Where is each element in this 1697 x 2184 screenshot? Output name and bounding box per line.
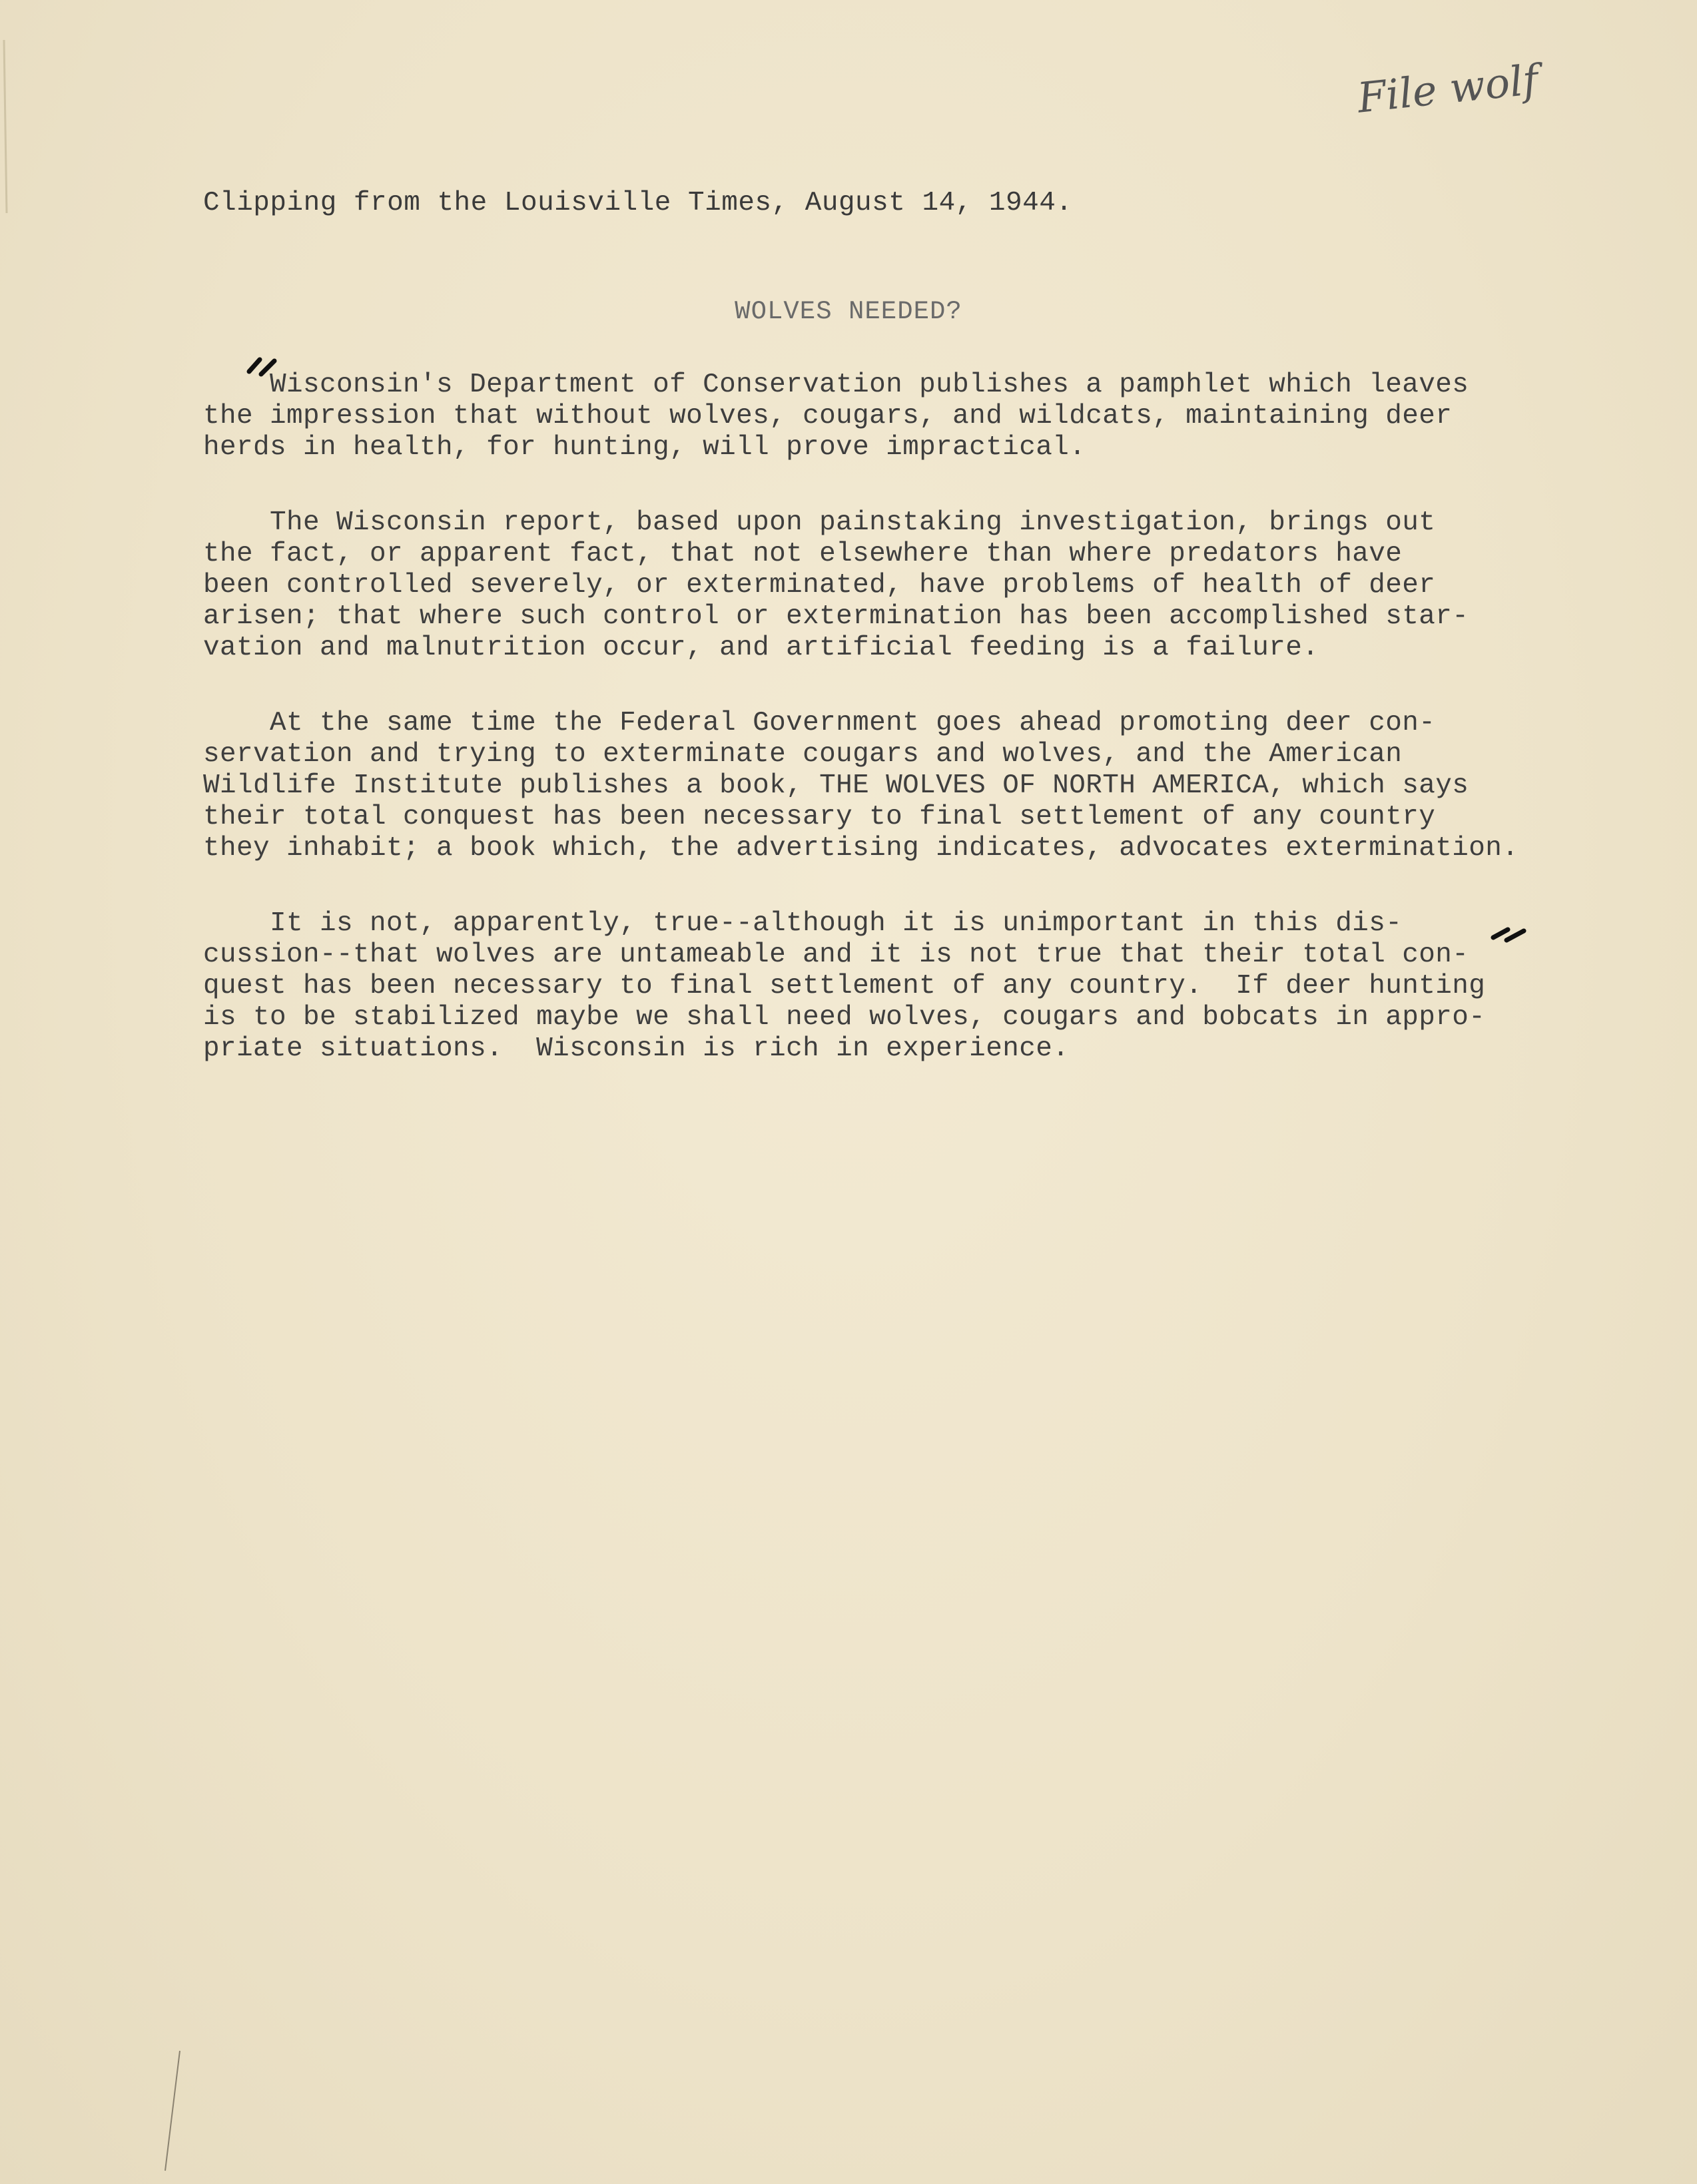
text-line: priate situations. Wisconsin is rich in experience.	[203, 1033, 1070, 1064]
text-line: vation and malnutrition occur, and artificial feeding is a failure.	[203, 633, 1319, 663]
paper-edge-shadow	[0, 40, 13, 213]
text-line: cussion--that wolves are untameable and it is not true that their total con-	[203, 940, 1469, 970]
text-line: Wildlife Institute publishes a book, THE WOLVES OF NORTH AMERICA, which says	[203, 770, 1469, 801]
text-line: It is not, apparently, true--although it is unimportant in this dis-	[203, 908, 1403, 939]
article-body	[203, 370, 1562, 1109]
text-line: Wisconsin's Department of Conservation publishes a pamphlet which leaves	[203, 370, 1469, 400]
handwritten-file-note: File wolf	[1355, 55, 1540, 123]
text-line: they inhabit; a book which, the advertising indicates, advocates extermination.	[203, 833, 1519, 864]
text-line: The Wisconsin report, based upon painstaking investigation, brings out	[203, 507, 1436, 538]
paragraph-2	[203, 507, 1562, 664]
paper-scratch-mark	[160, 2044, 186, 2177]
paragraph-4	[203, 908, 1562, 1065]
text-line: their total conquest has been necessary to final settlement of any country	[203, 802, 1436, 832]
text-line: At the same time the Federal Government goes ahead promoting deer con-	[203, 708, 1436, 738]
text-line: been controlled severely, or exterminated, have problems of health of deer	[203, 570, 1436, 601]
text-line: servation and trying to exterminate cougars and wolves, and the American	[203, 739, 1403, 770]
article-title: WOLVES NEEDED?	[735, 297, 962, 326]
text-line: quest has been necessary to final settlement of any country. If deer hunting	[203, 971, 1486, 1001]
text-line: is to be stabilized maybe we shall need wolves, cougars and bobcats in appro-	[203, 1002, 1486, 1033]
text-line: arisen; that where such control or extermination has been accomplished star-	[203, 601, 1469, 632]
text-line: herds in health, for hunting, will prove impractical.	[203, 432, 1086, 463]
clipping-source-line: Clipping from the Louisville Times, August 14, 1944.	[203, 188, 1073, 218]
paragraph-1	[203, 370, 1562, 463]
text-line: the fact, or apparent fact, that not elsewhere than where predators have	[203, 539, 1403, 569]
text-line: the impression that without wolves, cougars, and wildcats, maintaining deer	[203, 401, 1453, 431]
paragraph-3	[203, 708, 1562, 864]
